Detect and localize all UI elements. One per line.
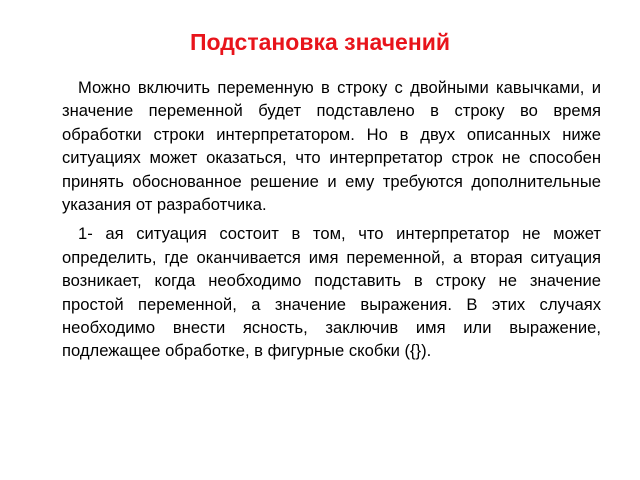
paragraph-situations: 1- ая ситуация состоит в том, что интерпретатор не может определить, где оканчивается имя переменной, а вторая ситуация возникает, когда необходимо подставить в строку не значение простой переменной, а значение выражения. В этих случаях необходимо внести ясность, заключив имя или выражение, подлежащее обработке, в фигурные скобки ({}).: [62, 224, 601, 361]
paragraph-intro: Можно включить переменную в строку с двойными кавычками, и значение переменной будет подставлено в строку во время обработки строки интерпретатором. Но в двух описанных ниже ситуациях может оказаться, что интерпретатор строк не способен принять обоснованное решение и ему требуются дополнительные указания от разработчика.: [62, 78, 601, 215]
slide-body: [62, 76, 601, 363]
slide-title: Подстановка значений: [189, 29, 451, 55]
